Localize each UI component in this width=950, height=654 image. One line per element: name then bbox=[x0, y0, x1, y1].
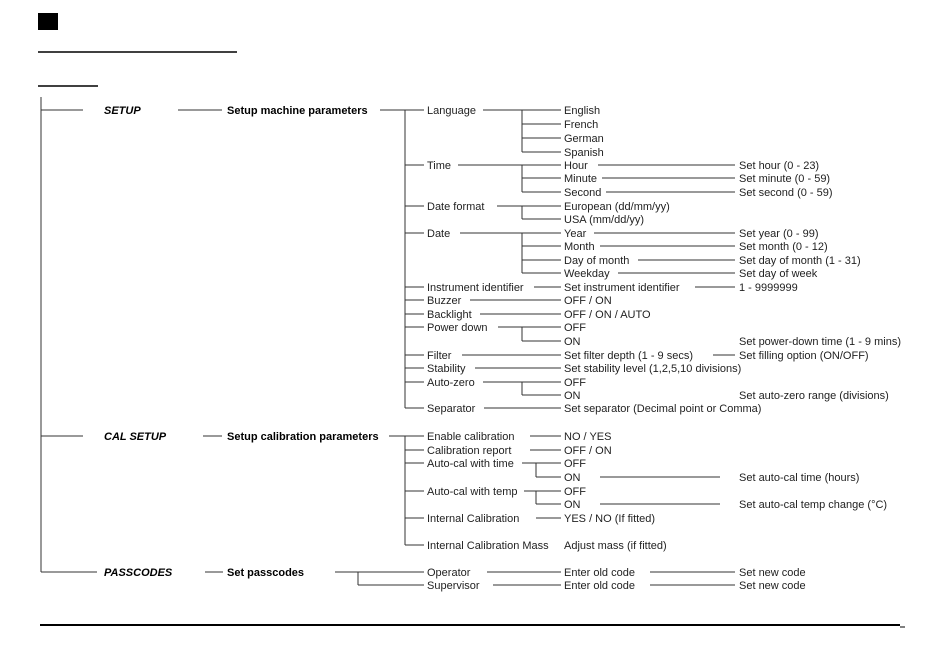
node-power-down[interactable]: Power down bbox=[427, 322, 488, 334]
desc-cal-setup: Setup calibration parameters bbox=[227, 431, 379, 443]
option-second[interactable]: Second bbox=[564, 187, 602, 199]
node-internal-calibration-mass[interactable]: Internal Calibration Mass bbox=[427, 540, 549, 552]
node-internal-calibration[interactable]: Internal Calibration bbox=[427, 513, 520, 525]
value-set-auto-cal-temp[interactable]: Set auto-cal temp change (°C) bbox=[739, 499, 888, 511]
option-weekday[interactable]: Weekday bbox=[564, 268, 610, 280]
option-usa[interactable]: USA (mm/dd/yy) bbox=[564, 214, 645, 226]
option-spanish[interactable]: Spanish bbox=[564, 147, 604, 159]
option-minute[interactable]: Minute bbox=[564, 173, 598, 185]
option-auto-cal-temp-on[interactable]: ON bbox=[564, 499, 581, 511]
value-set-hour[interactable]: Set hour (0 - 23) bbox=[739, 160, 820, 172]
node-setup[interactable]: SETUP bbox=[104, 105, 141, 117]
option-operator-enter-old-code[interactable]: Enter old code bbox=[564, 567, 635, 579]
node-language[interactable]: Language bbox=[427, 105, 476, 117]
option-english[interactable]: English bbox=[564, 105, 601, 117]
node-auto-zero[interactable]: Auto-zero bbox=[427, 377, 475, 389]
option-auto-cal-temp-off[interactable]: OFF bbox=[564, 486, 586, 498]
option-hour[interactable]: Hour bbox=[564, 160, 588, 172]
connector-lines bbox=[41, 97, 735, 585]
value-set-month[interactable]: Set month (0 - 12) bbox=[739, 241, 828, 253]
node-auto-cal-time[interactable]: Auto-cal with time bbox=[427, 458, 514, 470]
value-set-auto-cal-time[interactable]: Set auto-cal time (hours) bbox=[739, 472, 860, 484]
node-operator[interactable]: Operator bbox=[427, 567, 471, 579]
desc-setup: Setup machine parameters bbox=[227, 105, 368, 117]
option-set-separator[interactable]: Set separator (Decimal point or Comma) bbox=[564, 403, 762, 415]
node-enable-calibration[interactable]: Enable calibration bbox=[427, 431, 515, 443]
node-backlight[interactable]: Backlight bbox=[427, 309, 472, 321]
value-instrument-range[interactable]: 1 - 9999999 bbox=[739, 282, 798, 294]
node-auto-cal-temp[interactable]: Auto-cal with temp bbox=[427, 486, 518, 498]
node-time[interactable]: Time bbox=[427, 160, 452, 172]
value-set-second[interactable]: Set second (0 - 59) bbox=[739, 187, 833, 199]
option-auto-zero-on[interactable]: ON bbox=[564, 390, 581, 402]
option-power-down-on[interactable]: ON bbox=[564, 336, 581, 348]
desc-passcodes: Set passcodes bbox=[227, 567, 305, 579]
option-set-instrument-identifier[interactable]: Set instrument identifier bbox=[564, 282, 680, 294]
node-cal-setup[interactable]: CAL SETUP bbox=[104, 431, 167, 443]
option-day-of-month[interactable]: Day of month bbox=[564, 255, 630, 267]
value-operator-set-new-code[interactable]: Set new code bbox=[739, 567, 806, 579]
option-month[interactable]: Month bbox=[564, 241, 595, 253]
value-set-year[interactable]: Set year (0 - 99) bbox=[739, 228, 819, 240]
node-date-format[interactable]: Date format bbox=[427, 201, 485, 213]
option-no-yes[interactable]: NO / YES bbox=[564, 431, 612, 443]
option-set-filter[interactable]: Set filter depth (1 - 9 secs) bbox=[564, 350, 693, 362]
option-supervisor-enter-old-code[interactable]: Enter old code bbox=[564, 580, 635, 592]
section-marker-square bbox=[38, 13, 58, 30]
value-set-auto-zero-range[interactable]: Set auto-zero range (divisions) bbox=[739, 390, 889, 402]
node-buzzer[interactable]: Buzzer bbox=[427, 295, 462, 307]
node-date[interactable]: Date bbox=[427, 228, 451, 240]
value-set-day-of-month[interactable]: Set day of month (1 - 31) bbox=[739, 255, 861, 267]
node-supervisor[interactable]: Supervisor bbox=[427, 580, 480, 592]
value-supervisor-set-new-code[interactable]: Set new code bbox=[739, 580, 806, 592]
node-instrument-identifier[interactable]: Instrument identifier bbox=[427, 282, 524, 294]
value-set-minute[interactable]: Set minute (0 - 59) bbox=[739, 173, 831, 185]
node-stability[interactable]: Stability bbox=[427, 363, 466, 375]
option-report-off-on[interactable]: OFF / ON bbox=[564, 445, 612, 457]
option-power-down-off[interactable]: OFF bbox=[564, 322, 586, 334]
option-year[interactable]: Year bbox=[564, 228, 587, 240]
node-filter[interactable]: Filter bbox=[427, 350, 452, 362]
option-yes-no-fitted[interactable]: YES / NO (If fitted) bbox=[564, 513, 656, 525]
option-adjust-mass[interactable]: Adjust mass (if fitted) bbox=[564, 540, 667, 552]
option-auto-cal-time-off[interactable]: OFF bbox=[564, 458, 586, 470]
node-calibration-report[interactable]: Calibration report bbox=[427, 445, 512, 457]
option-buzzer-off-on[interactable]: OFF / ON bbox=[564, 295, 612, 307]
option-german[interactable]: German bbox=[564, 133, 604, 145]
node-passcodes[interactable]: PASSCODES bbox=[104, 567, 173, 579]
value-set-filling-option[interactable]: Set filling option (ON/OFF) bbox=[739, 350, 869, 362]
option-auto-zero-off[interactable]: OFF bbox=[564, 377, 586, 389]
node-separator[interactable]: Separator bbox=[427, 403, 476, 415]
option-french[interactable]: French bbox=[564, 119, 599, 131]
option-auto-cal-time-on[interactable]: ON bbox=[564, 472, 581, 484]
value-set-day-of-week[interactable]: Set day of week bbox=[739, 268, 818, 280]
value-set-power-down-time[interactable]: Set power-down time (1 - 9 mins) bbox=[739, 336, 901, 348]
option-european[interactable]: European (dd/mm/yy) bbox=[564, 201, 670, 213]
option-backlight-off-on-auto[interactable]: OFF / ON / AUTO bbox=[564, 309, 651, 321]
option-set-stability[interactable]: Set stability level (1,2,5,10 divisions) bbox=[564, 363, 742, 375]
